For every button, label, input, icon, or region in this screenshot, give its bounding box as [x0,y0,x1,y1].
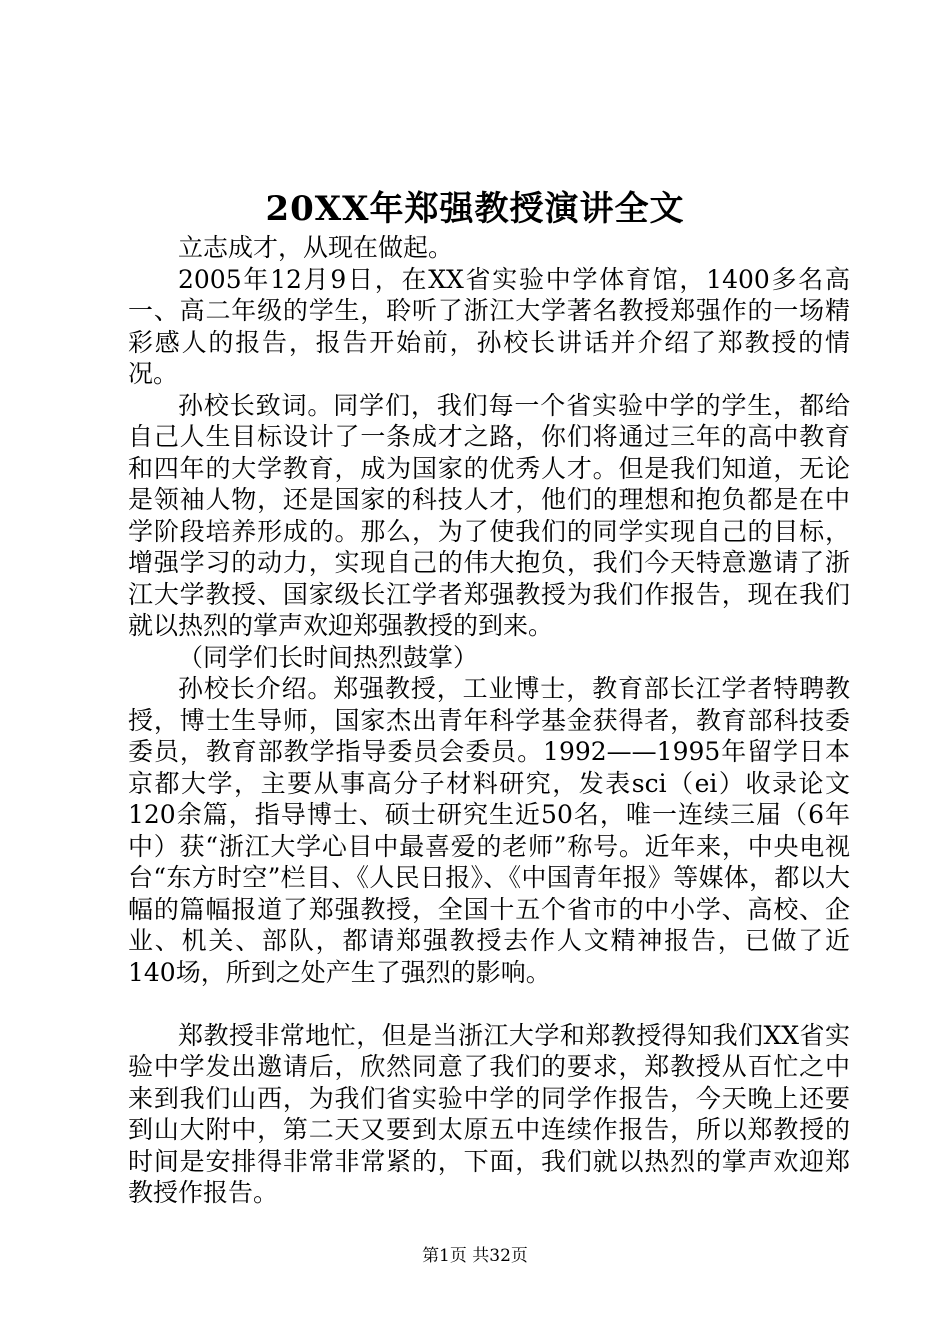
document-body [128,232,850,1209]
paragraph-5: 孙校长介绍。郑强教授，工业博士，教育部长江学者特聘教授，博士生导师，国家杰出青年科学基金获得者，教育部科技委委员，教育部教学指导委员会委员。1992——1995年留学日本京都大学，主要从事高分子材料研究，发表sci（ei）收录论文120余篇，指导博士、硕士研究生近50名，唯一连续三届（6年中）获“浙江大学心目中最喜爱的老师”称号。近年来，中央电视台“东方时空”栏目、《人民日报》、《中国青年报》等媒体，都以大幅的篇幅报道了郑强教授，全国十五个省市的中小学、高校、企业、机关、部队，都请郑强教授去作人文精神报告，已做了近140场，所到之处产生了强烈的影响。 [128,674,850,987]
page-number-footer: 第1页 共32页 [422,1246,528,1266]
paragraph-1: 立志成才，从现在做起。 [178,233,454,262]
document-title: 20XX年郑强教授演讲全文 [265,189,685,229]
paragraph-4: （同学们长时间热烈鼓掌） [178,642,479,672]
paragraph-6: 郑教授非常地忙，但是当浙江大学和郑教授得知我们XX省实验中学发出邀请后，欣然同意了我们的要求，郑教授从百忙之中来到我们山西，为我们省实验中学的同学作报告，今天晚上还要到山大附中，第二天又要到太原五中连续作报告，所以郑教授的时间是安排得非常非常紧的，下面，我们就以热烈的掌声欢迎郑教授作报告。 [128,1020,850,1207]
paragraph-2: 2005年12月9日，在XX省实验中学体育馆，1400多名高一、高二年级的学生，聆听了浙江大学著名教授郑强作的一场精彩感人的报告，报告开始前，孙校长讲话并介绍了郑教授的情况。 [128,264,850,388]
paragraph-3: 孙校长致词。同学们，我们每一个省实验中学的学生，都给自己人生目标设计了一条成才之路，你们将通过三年的高中教育和四年的大学教育，成为国家的优秀人才。但是我们知道，无论是领袖人物，还是国家的科技人才，他们的理想和抱负都是在中学阶段培养形成的。那么，为了使我们的同学实现自己的目标，增强学习的动力，实现自己的伟大抱负，我们今天特意邀请了浙江大学教授、国家级长江学者郑强教授为我们作报告，现在我们就以热烈的掌声欢迎郑强教授的到来。 [128,390,850,640]
